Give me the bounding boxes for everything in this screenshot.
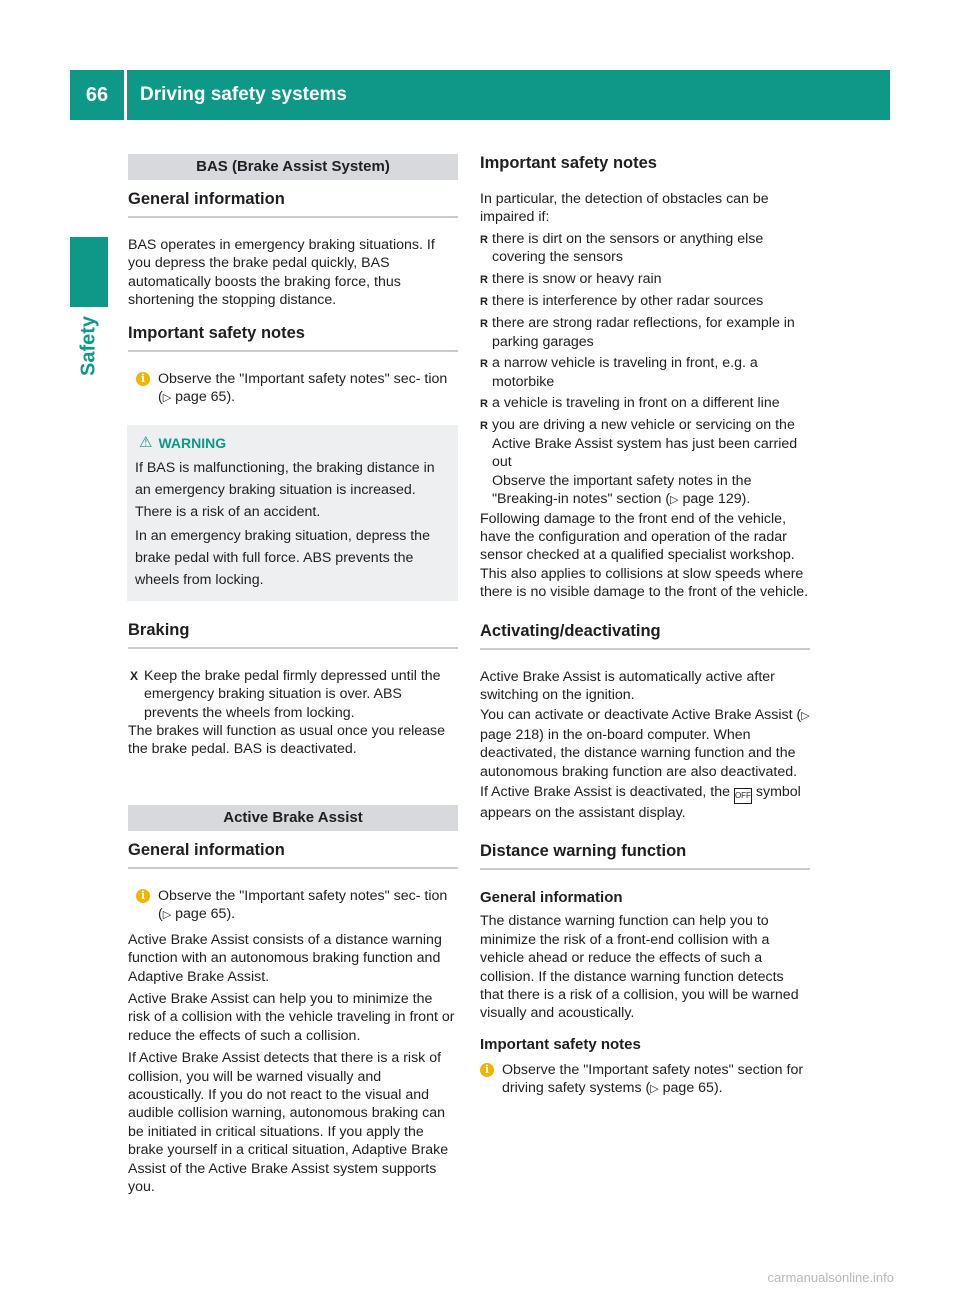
aba-text: Active Brake Assist consists of a distance warning function with an autonomous braking function and Adaptive Brake Assist. [128,931,442,985]
heading-dist-safety: Important safety notes [480,1035,641,1053]
note-text: tion ( [158,887,448,923]
note-text: Observe the "Important safety notes" section for driving safety systems ( [502,1061,804,1097]
page-ref-link[interactable]: page 129). [682,491,751,508]
bullet-r-icon: R [480,273,488,286]
bullet-item: R you are driving a new vehicle or servicing on the Active Brake Assist system has just been carried out [480,417,798,471]
bullet-item: R there are strong radar reflections, for example in parking garages [480,315,795,350]
warning-label: WARNING [158,435,227,452]
follow-text: Following damage to the front end of the vehicle, have the configuration and operation of the radar sensor checked at a qualified specialist workshop. This also applies to collisions at slow speeds where there is no visible damage to the front of the vehicle. [480,510,809,601]
aba-text: Active Brake Assist can help you to minimize the risk of a collision with the vehicle traveling in front or reduce the effects of such a collision. [128,990,455,1044]
heading-aba-safety: Important safety notes [480,154,657,172]
bullet-item: R there is dirt on the sensors or anything else covering the sensors [480,230,764,266]
section-band-bas: BAS (Brake Assist System) [128,154,458,180]
dist-general-text: The distance warning function can help you to minimize the risk of a front-end collision with a vehicle ahead or reduce the effects of such a collision. If the distance warning function detects that there is a risk of a collision, you will be warned visually and acoustically. [480,913,799,1022]
warning-text: If BAS is malfunctioning, the braking distance in an emergency braking situation is increased. There is a risk of an accident. [135,459,435,520]
heading-distance-warning: Distance warning function [480,840,810,870]
brake-assist-off-icon: OFF [734,788,752,804]
heading-bas-general: General information [128,188,458,218]
bullet-follow-text: Observe the important safety notes in the "Breaking-in notes" section (▷ page 129). [492,472,752,508]
bullet-item: R a narrow vehicle is traveling in front, e.g. a motorbike [480,355,758,390]
page-number: 66 [85,84,109,106]
side-tab [70,306,108,386]
bullet-r-icon: R [480,233,488,246]
section-band-aba: Active Brake Assist [128,805,458,831]
bullet-r-icon: R [480,318,488,331]
info-icon: i [136,372,150,386]
heading-bas-safety: Important safety notes [128,322,458,352]
instruction-step [128,667,458,722]
heading-aba-general: General information [128,839,458,869]
header-divider [124,70,127,120]
note-text: Observe the "Important safety notes" sec- [158,370,421,387]
page-ref-link[interactable]: page 65). [175,389,236,406]
page-ref-link[interactable]: page 65). [175,906,236,923]
page-ref-arrow-icon: ▷ [801,710,810,723]
bullet-r-icon: R [480,358,488,371]
heading-dist-general: General information [480,889,623,907]
side-tab-marker [70,237,108,307]
bullet-item: R there is interference by other radar sources [480,292,810,311]
warning-text: In an emergency braking situation, depress the brake pedal with full force. ABS prevents the wheels from locking. [135,527,430,588]
activating-text: Active Brake Assist is automatically active after switching on the ignition. [480,668,775,703]
bas-general-text: BAS operates in emergency braking situations. If you depress the brake pedal quickly, BAS automatically boosts the braking force, thus shortening the stopping distance. [128,237,435,309]
info-note [480,1061,810,1099]
bullet-r-icon: R [480,296,488,309]
bullet-item: R a vehicle is traveling in front on a different line [480,394,810,413]
bullet-r-icon: R [480,420,488,433]
page-ref-arrow-icon: ▷ [162,392,172,405]
page-ref-arrow-icon: ▷ [670,494,679,507]
watermark: carmanualsonline.info [767,1270,894,1285]
left-column [128,154,458,1196]
aba-text: If Active Brake Assist detects that there is a risk of collision, you will be warned visually and acoustically. If you do not react to the visual and audible collision warning, autonomous braking can be initiated in critical situations. If you apply the brake yourself in a critical situation, Adaptive Brake Assist of the Active Brake Assist system supports you. [128,1050,449,1195]
chapter-title: Driving safety systems [140,84,347,105]
heading-activating: Activating/deactivating [480,620,810,650]
activating-text: If Active Brake Assist is deactivated, the OFF symbol appears on the assistant display. [480,783,801,821]
page-ref-link[interactable]: page 218) in the on-board computer. When deactivated, the distance warning function and the autonomous braking function are also deactivated. [480,726,798,780]
heading-braking: Braking [128,619,458,649]
step-arrow-icon: X [130,668,139,683]
step-text: Keep the brake pedal firmly depressed until the emergency braking situation is over. ABS prevents the wheels from locking. [144,667,441,721]
page-ref-arrow-icon: ▷ [650,1083,659,1096]
info-note [128,370,458,408]
warning-box [127,425,458,600]
intro-text: In particular, the detection of obstacles can be impaired if: [480,191,769,226]
braking-text: The brakes will function as usual once you release the brake pedal. BAS is deactivated. [128,723,446,758]
warning-triangle-icon: ⚠ [139,434,153,452]
info-icon: i [480,1063,494,1077]
activating-text: You can activate or deactivate Active Brake Assist (▷ page 218) in the on-board computer. When deactivated, the distance warning function and the autonomous braking function are also deactivated. [480,707,810,780]
note-text: tion ( [158,370,448,406]
page-ref-arrow-icon: ▷ [162,909,172,922]
bullet-item: R there is snow or heavy rain [480,270,810,289]
right-column [480,152,810,1099]
note-text: Observe the "Important safety notes" sec- [158,887,421,904]
info-note [128,887,458,925]
page-ref-link[interactable]: page 65). [662,1080,723,1097]
info-icon: i [136,889,150,903]
bullet-r-icon: R [480,398,488,411]
side-tab-label: Safety [77,315,100,377]
